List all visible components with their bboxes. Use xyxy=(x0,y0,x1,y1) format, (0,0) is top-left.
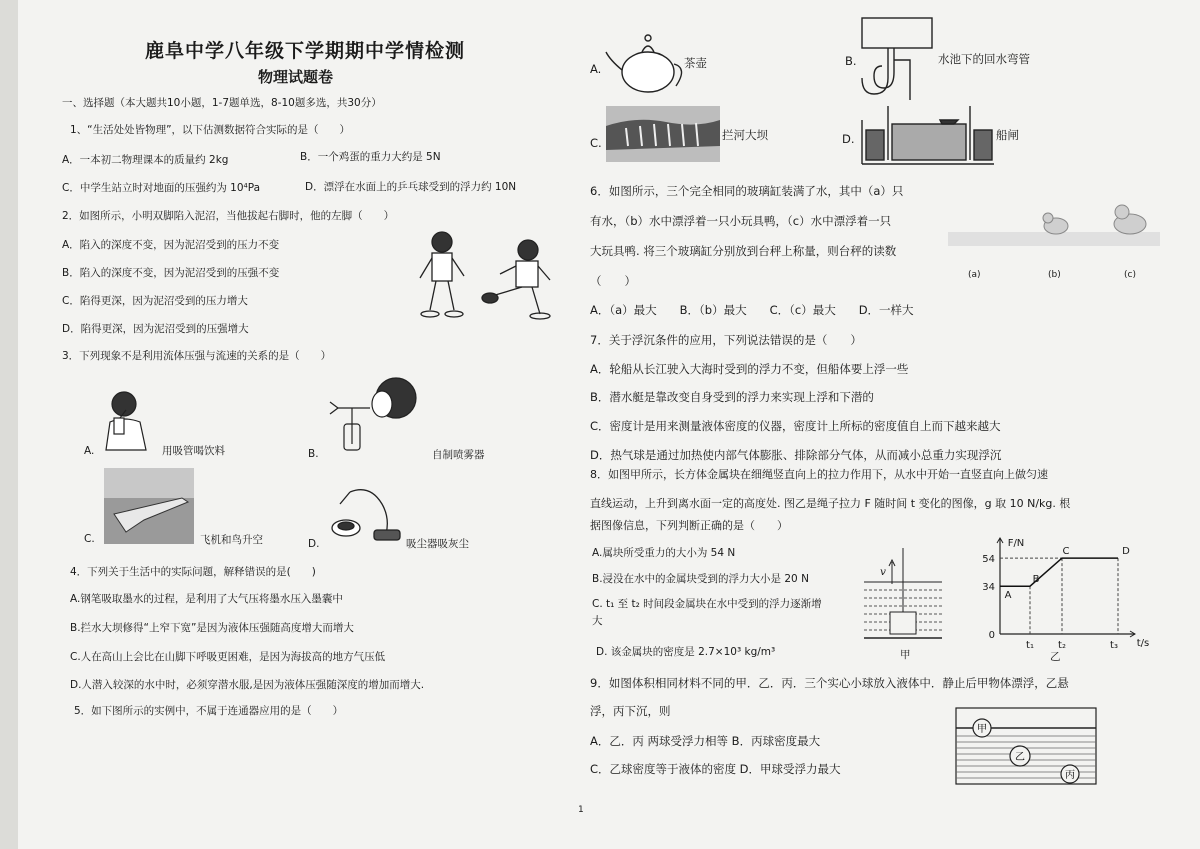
q9-line1: 9．如图体积相同材料不同的甲．乙．丙．三个实心小球放入液体中．静止后甲物体漂浮，乙悬 xyxy=(590,676,1069,690)
q6-fig-c-label: (c) xyxy=(1124,270,1136,280)
q8-line1: 8．如图甲所示，长方体金属块在细绳竖直向上的拉力作用下，从水中开始一直竖直向上做匀速 xyxy=(590,468,1048,481)
q2-option-c: C．陷得更深，因为泥沼受到的压力增大 xyxy=(62,295,248,307)
q3-d-letter: D. xyxy=(308,538,320,550)
exam-subtitle: 物理试题卷 xyxy=(258,68,334,86)
q3-c-letter: C. xyxy=(84,533,95,545)
vacuum-cleaner-figure xyxy=(330,484,404,546)
x-tick-t1: t₁ xyxy=(1026,640,1034,651)
q8-option-a: A.属块所受重力的大小为 54 N xyxy=(592,547,736,559)
y-tick-34: 34 xyxy=(982,582,995,594)
q1-option-a: A．一本初二物理课本的质量约 2kg xyxy=(62,154,229,166)
sprayer-figure xyxy=(330,374,422,456)
q3-d-caption: 吸尘器吸灰尘 xyxy=(406,538,469,550)
q8-option-b: B.浸没在水中的金属块受到的浮力大小是 20 N xyxy=(592,573,809,585)
q3-a-caption: 用吸管喝饮料 xyxy=(162,445,225,457)
q2-stem: 2．如图所示，小明双脚陷入泥沼，当他拔起右脚时，他的左脚（ ） xyxy=(62,210,395,222)
ship-lock-figure xyxy=(858,100,996,166)
q4-option-c: C.人在高山上会比在山脚下呼吸更困难，是因为海拔高的地方气压低 xyxy=(70,651,386,663)
exam-title: 鹿阜中学八年级下学期期中学情检测 xyxy=(145,40,466,62)
three-balls-figure xyxy=(952,706,1100,786)
airplane-photo xyxy=(104,468,194,544)
q8-option-d: D. 该金属块的密度是 2.7×10³ kg/m³ xyxy=(596,646,776,658)
q7-stem: 7．关于浮沉条件的应用，下列说法错误的是（ ） xyxy=(590,333,862,347)
q1-stem: 1、“生活处处皆物理”，以下估测数据符合实际的是（ ） xyxy=(70,124,351,136)
q5-stem: 5．如下图所示的实例中，不属于连通器应用的是（ ） xyxy=(74,705,344,717)
x-tick-t3: t₃ xyxy=(1110,640,1118,651)
q8-option-c-line1: C. t₁ 至 t₂ 时间段金属块在水中受到的浮力逐渐增 xyxy=(592,598,822,610)
q3-b-caption: 自制喷雾器 xyxy=(432,449,485,461)
q2-option-a: A．陷入的深度不变，因为泥沼受到的压力不变 xyxy=(62,239,280,251)
fish-tank-figure xyxy=(944,196,1168,266)
q2-option-d: D．陷得更深，因为泥沼受到的压强增大 xyxy=(62,323,249,335)
q3-b-letter: B. xyxy=(308,448,319,460)
q5-c-caption: 拦河大坝 xyxy=(722,128,768,142)
q4-option-d: D.人潜入较深的水中时，必须穿潜水服,是因为液体压强随深度的增加而增大. xyxy=(70,679,425,691)
q9-line2: 浮，丙下沉，则 xyxy=(590,704,671,718)
q1-option-c: C．中学生站立时对地面的压强约为 10⁴Pa xyxy=(62,182,261,194)
q5-b-letter: B. xyxy=(845,54,857,68)
q7-option-d: D．热气球是通过加热使内部气体膨胀、排除部分气体，从而减小总重力实现浮沉 xyxy=(590,448,1002,462)
y-axis-label: F/N xyxy=(1007,538,1025,549)
q6-fig-b-label: (b) xyxy=(1048,270,1061,280)
q7-option-c: C．密度计是用来测量液体密度的仪器，密度计上所标的密度值自上而下越来越大 xyxy=(590,419,1001,433)
q3-stem: 3．下列现象不是利用流体压强与流速的关系的是（ ） xyxy=(62,350,332,362)
scan-edge xyxy=(0,0,18,849)
q6-line2: 有水，（b）水中漂浮着一只小玩具鸭，（c）水中漂浮着一只 xyxy=(590,214,892,228)
y-tick-54: 54 xyxy=(982,554,995,566)
q1-option-d: D．漂浮在水面上的乒乓球受到的浮力约 10N xyxy=(305,181,517,193)
q4-stem: 4．下列关于生活中的实际问题，解释错误的是( ) xyxy=(70,566,316,578)
ball-yi-label: 乙 xyxy=(1015,752,1025,763)
q6-line1: 6．如图所示，三个完全相同的玻璃缸装满了水，其中（a）只 xyxy=(590,184,904,198)
q1-option-b: B．一个鸡蛋的重力大约是 5N xyxy=(300,151,441,163)
q2-option-b: B．陷入的深度不变，因为泥沼受到的压强不变 xyxy=(62,267,280,279)
q5-c-letter: C. xyxy=(590,136,602,150)
velocity-label: v xyxy=(880,566,886,578)
q8-line3: 据图像信息，下列判断正确的是（ ） xyxy=(590,519,788,532)
figure-yi-label: 乙 xyxy=(1050,651,1061,663)
q5-a-caption: 茶壶 xyxy=(684,56,707,70)
y-tick-0: 0 xyxy=(988,630,995,641)
figure-jia-label: 甲 xyxy=(900,649,911,661)
point-label-b: B xyxy=(1032,574,1040,586)
q5-d-letter: D. xyxy=(842,132,855,146)
q3-a-letter: A. xyxy=(84,445,95,457)
point-label-a: A xyxy=(1004,590,1012,602)
q4-option-a: A.钢笔吸取墨水的过程，是利用了大气压将墨水压入墨囊中 xyxy=(70,593,343,605)
x-axis-label: t/s xyxy=(1136,638,1150,649)
q9-options-cd: C．乙球密度等于液体的密度 D．甲球受浮力最大 xyxy=(590,762,841,776)
page-number: 1 xyxy=(578,805,584,815)
q6-line3: 大玩具鸭. 将三个玻璃缸分别放到台秤上称量，则台秤的读数 xyxy=(590,244,897,258)
q4-option-b: B.拦水大坝修得“上窄下宽”是因为液体压强随高度增大而增大 xyxy=(70,622,354,634)
q5-a-letter: A. xyxy=(590,62,602,76)
q3-c-caption: 飞机和鸟升空 xyxy=(200,534,263,546)
ball-bing-label: 丙 xyxy=(1065,770,1075,781)
metal-block-figure xyxy=(862,544,944,648)
q6-options: A．（a）最大 B．（b）最大 C．（c）最大 D．一样大 xyxy=(590,303,914,317)
sink-trap-figure xyxy=(858,16,936,100)
q5-b-caption: 水池下的回水弯管 xyxy=(938,52,1030,66)
q7-option-a: A．轮船从长江驶入大海时受到的浮力不变，但船体要上浮一些 xyxy=(590,362,909,376)
q6-line4: （ ） xyxy=(590,274,636,288)
x-tick-t2: t₂ xyxy=(1058,640,1066,651)
teapot-figure xyxy=(604,30,688,96)
section-heading: 一、选择题（本大题共10小题，1-7题单选，8-10题多选，共30分） xyxy=(62,97,382,109)
q9-options-ab: A．乙．丙 两球受浮力相等 B．丙球密度最大 xyxy=(590,734,821,748)
ball-jia-label: 甲 xyxy=(977,724,987,735)
point-label-d: D xyxy=(1122,546,1130,558)
q5-d-caption: 船闸 xyxy=(996,128,1019,142)
dam-photo xyxy=(606,106,720,162)
force-time-chart xyxy=(974,534,1150,654)
q8-option-c-line2: 大 xyxy=(592,615,603,627)
force-series-line xyxy=(1000,558,1118,586)
q7-option-b: B．潜水艇是靠改变自身受到的浮力来实现上浮和下潜的 xyxy=(590,390,874,404)
mud-boy-figure xyxy=(410,228,560,323)
q6-fig-a-label: (a) xyxy=(968,270,981,280)
q8-line2: 直线运动，上升到离水面一定的高度处. 图乙是绳子拉力 F 随时间 t 变化的图像，g 取 10 N/kg. 根 xyxy=(590,497,1071,510)
straw-drink-figure xyxy=(100,388,158,452)
point-label-c: C xyxy=(1062,546,1070,558)
